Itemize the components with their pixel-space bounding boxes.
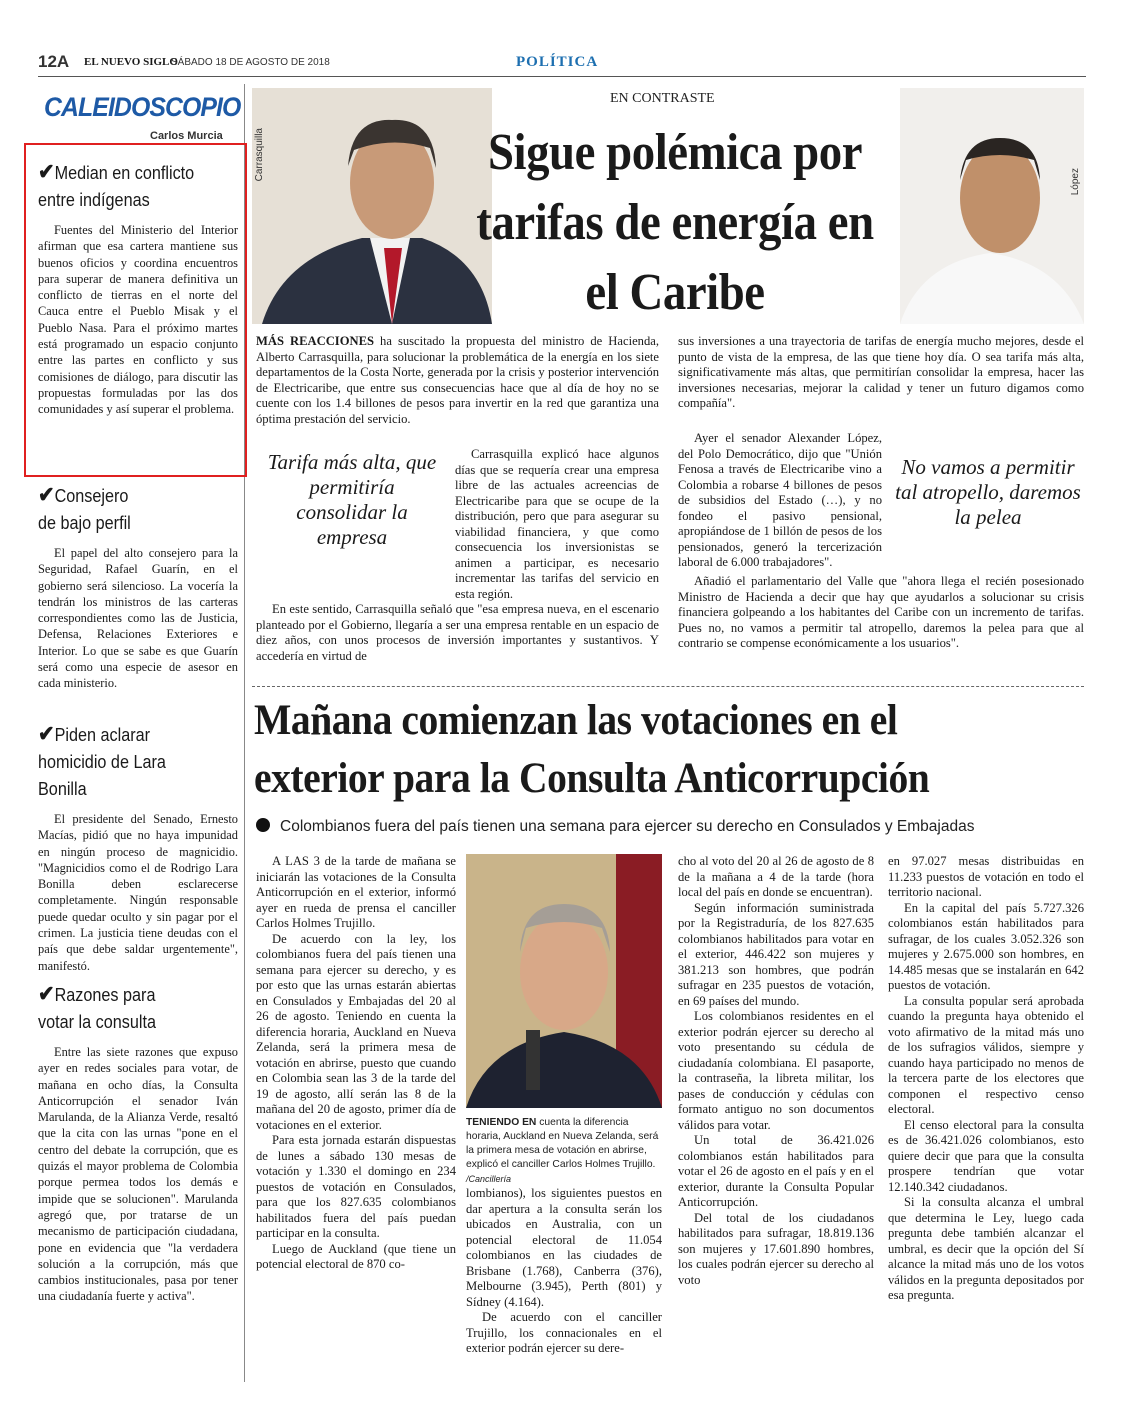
photo-credit: /Cancillería (466, 1174, 512, 1184)
article-body-col1: MÁS REACCIONES ha suscitado la propuesta del ministro de Hacienda, Alberto Carrasquilla, para solucionar la problemática de la energía en los siete departamentos de la Costa Norte, generada por la crisis y posterior intervención de Electricaribe, que entre sus consecuencias hace que al día de hoy no se cuente con los 1.4 billones de pesos para invertir en la red que garantiza una óptima prestación del servicio. (256, 334, 659, 426)
photo-lopez (900, 88, 1084, 324)
sidebar-item-text: Entre las siete razones que expuso ayer en redes sociales para votar, de mañana en ocho días, la Consulta Anticorrupción el senador Iván Marulanda, de la Alianza Verde, resaltó que la cita con las urnas "pone en el centro del debate la corrupción, que es quizás el mayor problema de Colombia porque permea todos los demás e impide que se solucionen". Marulanda agregó que, por tratarse de un mecanismo de participación ciudadana, pone en evidencia que "la verdadera solución a la corrupción, más que cambios institucionales, pasa por tener una ciudadanía fuerte y activa". (38, 1045, 238, 1304)
article-body-col4: en 97.027 mesas distribuidas en 11.233 puestos de votación en todo el territorio nacional. En la capital del país 5.727.326 colombianos están habilitados para sufragar, de los cuales 3.052.326 son mujeres y 2.675.000 son hombres, en 14.485 mesas que se instalarán en 642 puestos de votación. La consulta popular será aprobada cuando la pregunta haya obtenido el voto afirmativo de la mitad más uno de los sufragios válidos, siempre y cuando haya participado no menos de la tercera parte de los electores que componen el respectivo censo electoral. El censo electoral para la consulta es de 36.421.026 colombianos, esto quiere decir que para que la consulta prospere tendrían que votar 12.140.342 ciudadanos. Si la consulta alcanza el umbral que determina le Ley, luego cada pregunta debe también alcanzar el umbral, es decir que la opción del Sí alcance la mitad más uno de los votos válidos en la pregunta depositados por esa pregunta. (888, 854, 1084, 1302)
pull-quote: No vamos a permitir tal atropello, daremos la pelea (895, 455, 1081, 529)
sidebar-item-heading: ✔Median en conflicto (38, 159, 195, 184)
masthead-rule (38, 76, 1086, 77)
article-kicker: EN CONTRASTE (610, 91, 715, 106)
sidebar-item-heading-2: homicidio de Lara Bonilla (38, 752, 166, 799)
masthead (38, 52, 1086, 76)
bullet-icon (256, 818, 270, 832)
portrait-image (252, 88, 492, 324)
article-headline: Sigue polémica por tarifas de energía en el Caribe (476, 124, 874, 321)
pull-quote: Tarifa más alta, que permitiría consolidar la empresa (267, 450, 437, 549)
issue-date: SÁBADO 18 DE AGOSTO DE 2018 (171, 57, 330, 68)
sidebar-item-heading: ✔Piden aclarar (38, 721, 151, 746)
sidebar-item (38, 980, 238, 1305)
check-icon: ✔ (38, 159, 55, 184)
sidebar-item (38, 720, 238, 974)
sidebar-item-heading: ✔Razones para (38, 981, 156, 1006)
article-body-col2: sus inversiones a una trayectoria de tarifas de energía mucho mejores, desde el punto de vista de la empresa, de las que tiene hoy día. O sea tarifa más alta, significativamente más altas, que permitirían consolidar la empresa, hacer las inversiones necesarias, mejorar la calidad y tener un futuro digamos como compañía". (678, 334, 1084, 410)
article-body-col1b: Carrasquilla explicó hace algunos días que se requería crear una empresa libre de las actuales acreencias de Electricaribe para que se ocupe de la distribución, pero que para asegurar su viabilidad financiera, y que como consecuencia los inversionistas se animen a participar, es necesario incrementar las tarifas del servicio en esta región. (455, 447, 659, 601)
article-body-col1c: En este sentido, Carrasquilla señaló que "esa empresa nueva, en el escenario planteado por el Gobierno, llegaría a ser una empresa rentable en un espacio de diez años, con unos procesos de inversión importantes y sustantivos. Y accedería en virtud de (256, 602, 659, 663)
photo-trujillo (466, 854, 662, 1108)
article-separator (252, 686, 1084, 687)
photo-caption: López (1070, 168, 1081, 196)
article-subhead: Colombianos fuera del país tienen una semana para ejercer su derecho en Consulados y Embajadas (256, 818, 974, 836)
sidebar-item-text: El papel del alto consejero para la Seguridad, Rafael Guarín, en el gobierno será silencioso. La vocería la tendrán los ministros de las carteras correspondientes como las de Justicia, Defensa, Relaciones Exteriores e Interior. Lo que se sabe es que Guarín será como una especie de asesor en cada ministerio. (38, 546, 238, 691)
article-body-col2b: Ayer el senador Alexander López, del Polo Democrático, dijo que "Unión Fenosa a través de Electricaribe vino a Colombia a robarse 4 billones de pesos de subsidios del Estado (…), y no fondeo el pasivo pensional, apropiándose de 1 billón de pesos de los pensionados, generó la tercerización laboral de 6.000 trabajadores". (678, 431, 882, 569)
page-number: 12A (38, 52, 70, 71)
check-icon: ✔ (38, 981, 55, 1006)
sidebar-item-heading-2: votar la consulta (38, 1012, 156, 1032)
sidebar-item (38, 481, 238, 692)
article-headline: Mañana comienzan las votaciones en el exterior para la Consulta Anticorrupción (254, 697, 930, 802)
article-lead: MÁS REACCIONES (256, 334, 374, 348)
portrait-image (900, 88, 1084, 324)
newspaper-name: EL NUEVO SIGLO (84, 56, 178, 68)
sidebar-item-heading-2: entre indígenas (38, 190, 150, 210)
sidebar-item (38, 158, 238, 418)
section-name: POLÍTICA (516, 54, 599, 70)
article-body-col2: lombianos), los siguientes puestos en dar apertura a la consulta serán los ubicados en Australia, con un potencial electoral de 11.054 colombianos en las ciudades de Brisbane (1.768), Canberra (376), Melbourne (3.945), Perth (801) y Sídney (4.164). De acuerdo con el canciller Trujillo, los connacionales en el exterior podrán ejercer su dere- (466, 1186, 662, 1355)
photo-carrasquilla (252, 88, 492, 324)
sidebar-title: CALEIDOSCOPIO (44, 92, 241, 122)
article-body-col2c: Añadió el parlamentario del Valle que "ahora llega el recién posesionado Ministro de Hacienda a decir que hay que ayudarlos a solucionar su crisis financiera golpeando a los habitantes del Caribe con un incremento de tarifas. Pues no, no vamos a permitir tal atropello, daremos la pelea para que al contrario se compense económicamente a los usuarios". (678, 574, 1084, 650)
sidebar-author: Carlos Murcia (150, 130, 223, 142)
article-body-col3: cho al voto del 20 al 26 de agosto de 8 de la mañana a 4 de la tarde (hora local del país en donde se encuentran). Según información suministrada por la Registraduría, de los 827.635 colombianos habilitados para votar en el exterior, 446.422 son mujeres y 381.213 son hombres, que podrán sufragar en 235 puestos de votación, en 69 países del mundo. Los colombianos residentes en el exterior podrán ejercer su derecho al voto presentando su cédula de ciudadanía colombiana. El pasaporte, la contraseña, la libreta militar, los pases de conducción y cédulas con formato antiguo no son documentos válidos para votar. Un total de 36.421.026 colombianos están habilitados para votar el 26 de agosto en el país y en el exterior, durante la Consulta Popular Anticorrupción. Del total de los ciudadanos habilitados para sufragar, 18.819.136 son mujeres y 17.601.890 hombres, los cuales podrán ejercer su derecho al voto (678, 854, 874, 1287)
check-icon: ✔ (38, 482, 55, 507)
sidebar-item-heading-2: de bajo perfil (38, 513, 131, 533)
photo-caption: TENIENDO EN cuenta la diferencia horaria, Auckland en Nueva Zelanda, será la primera mesa de votación en abrirse, explicó el canciller Carlos Holmes Trujillo. /Cancillería (466, 1117, 659, 1184)
photo-caption: Carrasquilla (254, 128, 265, 182)
portrait-image (466, 854, 662, 1108)
article-body-col1: A LAS 3 de la tarde de mañana se iniciarán las votaciones de la Consulta Anticorrupción en el exterior, informó ayer en rueda de prensa el canciller Carlos Holmes Trujillo. De acuerdo con la ley, los colombianos fuera del país tienen una semana para ejercer su derecho, y es por esto que las urnas estarán abiertas en Consulados y Embajadas del 20 al 26 de agosto. Teniendo en cuenta la diferencia horaria, Auckland en Nueva Zelanda, será la primera mesa de votación en abrirse, puesto que cuando en Colombia sean las 3 de la tarde del 19 de agosto, allí serán las 8 de la mañana del 20 de agosto, primer día de votaciones en el exterior. Para esta jornada estarán dispuestas de lunes a sábado 130 mesas de votación y 1.330 el domingo en 234 puestos de votación en Consulados, para que los 827.635 colombianos habilitados fuera del país puedan participar en la consulta. Luego de Auckland (que tiene un potencial electoral de 870 co- (256, 854, 456, 1271)
check-icon: ✔ (38, 721, 55, 746)
sidebar-item-heading: ✔Consejero (38, 482, 129, 507)
sidebar-item-text: El presidente del Senado, Ernesto Macías, pidió que no haya impunidad en ningún proceso de magnicidio. "Magnicidios como el de Rodrigo Lara Bonilla deben esclarecerse completamente. Ningún responsable puede quedar oculto y sin pagar por el crimen. La justicia tiene deudas con el país que debe saldar urgentemente", manifestó. (38, 812, 238, 973)
sidebar-item-text: Fuentes del Ministerio del Interior afirman que esa cartera mantiene sus buenos oficios y coordina encuentros para superar de manera definitiva un conflicto de tierras en el norte del Cauca entre el Pueblo Misak y el Pueblo Nasa. Para el próximo martes está programado un espacio conjunto entre las partes en conflicto y sus comisiones de diálogo, para discutir las propuestas formuladas por las dos comunidades y así superar el problema. (38, 223, 238, 417)
